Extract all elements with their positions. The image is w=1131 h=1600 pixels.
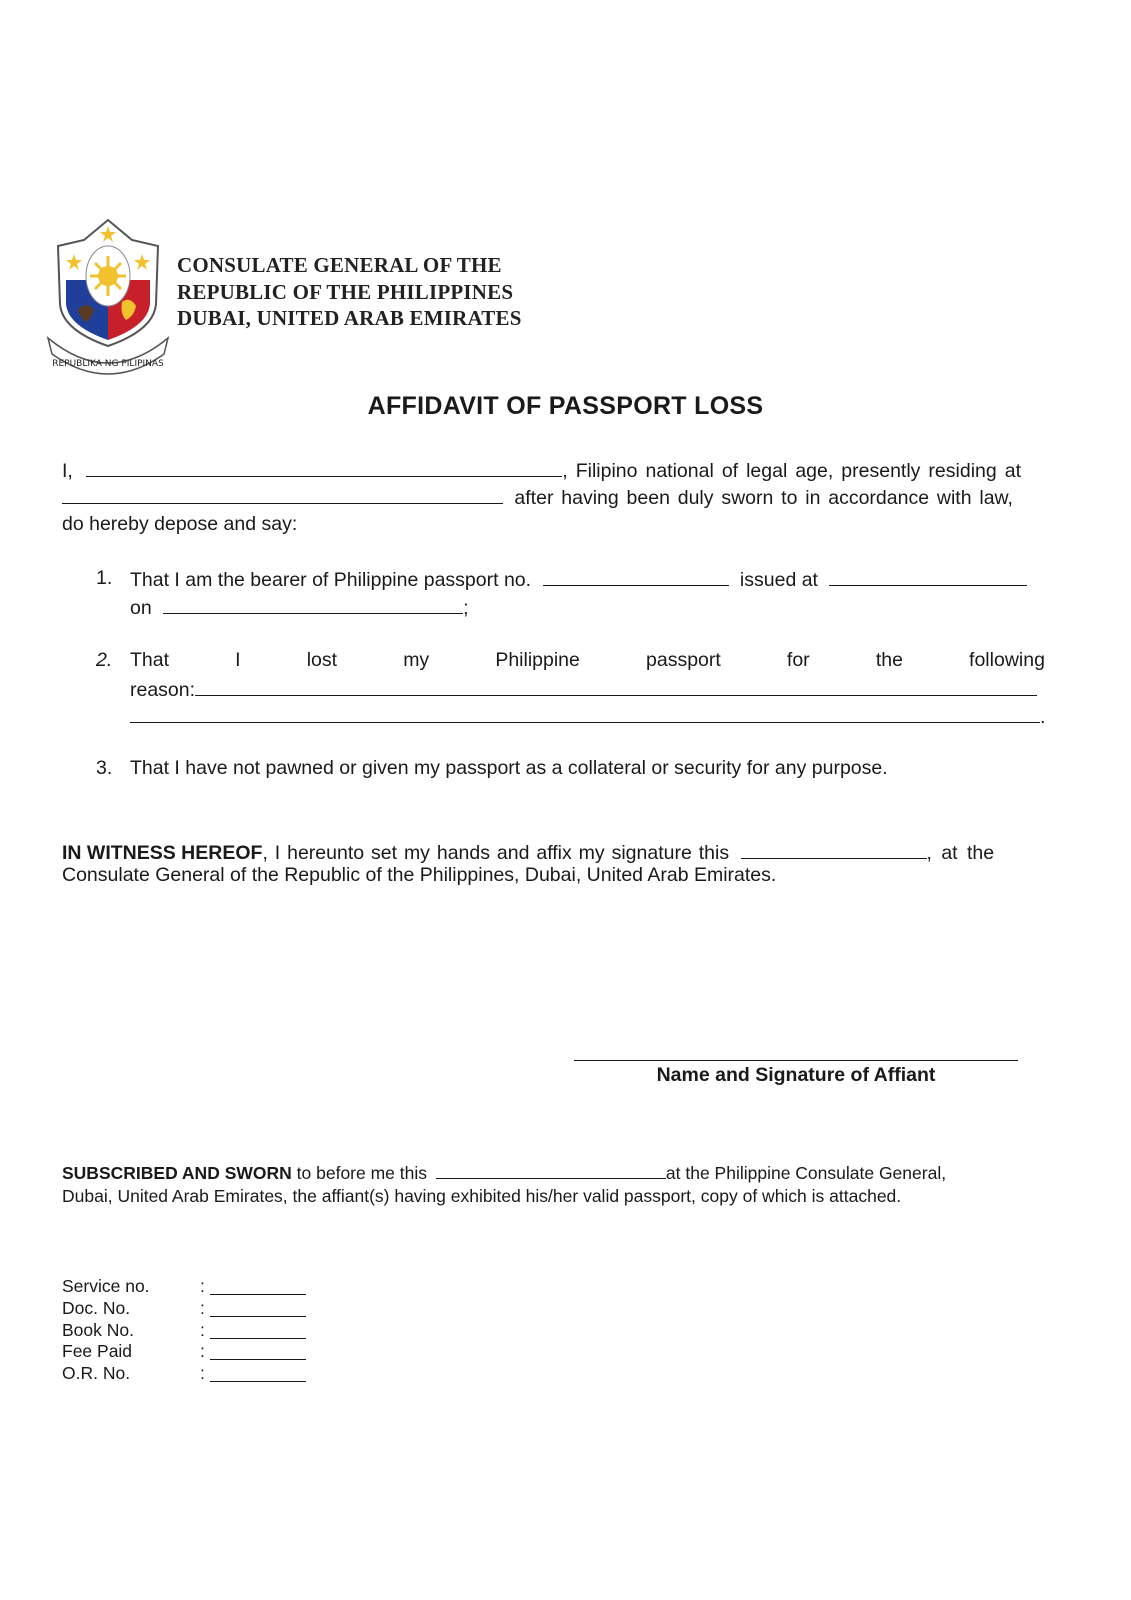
registry-label: Fee Paid: [62, 1341, 133, 1361]
item-1-number: 1.: [96, 567, 113, 589]
registry-label: Book No.: [62, 1320, 134, 1340]
item-2-number: 2.: [96, 649, 113, 671]
item-1-text-a: That I am the bearer of Philippine passport no.: [130, 569, 532, 591]
service-no-field[interactable]: [210, 1278, 306, 1295]
passport-number-field[interactable]: [543, 567, 729, 586]
consulate-header: [177, 252, 522, 332]
intro-depose: do hereby depose and say:: [62, 513, 298, 535]
item-2-word: lost: [306, 649, 338, 671]
registry-colon: :: [200, 1363, 205, 1383]
signature-label: Name and Signature of Affiant: [656, 1064, 936, 1086]
issued-at-field[interactable]: [829, 567, 1027, 586]
item-2-word: for: [786, 649, 810, 671]
registry-colon: :: [200, 1298, 205, 1318]
witness-bold: IN WITNESS HEREOF: [62, 842, 263, 864]
item-2-word: following: [969, 649, 1045, 671]
seal-motto-text: REPUBLIKA NG PILIPINAS: [52, 359, 164, 369]
subscribed-bold: SUBSCRIBED AND SWORN: [62, 1163, 292, 1183]
subscribed-text-1: to before me this: [296, 1163, 428, 1183]
intro-after-address: after having been duly sworn to in accordance with law,: [514, 487, 1013, 509]
item-2-reason-label: reason:: [130, 679, 196, 701]
item-2-word: the: [875, 649, 903, 671]
issue-date-field[interactable]: [163, 595, 463, 614]
name-field[interactable]: [86, 458, 562, 477]
item-3-number: 3.: [96, 757, 113, 779]
registry-colon: :: [200, 1320, 205, 1340]
address-field[interactable]: [62, 485, 503, 504]
reason-field-1[interactable]: [195, 677, 1037, 696]
witness-date-field[interactable]: [741, 840, 927, 859]
registry-label: O.R. No.: [62, 1363, 131, 1383]
subscribed-text-2: at the Philippine Consulate General,: [665, 1163, 947, 1183]
subscribed-text-3: Dubai, United Arab Emirates, the affiant(s) having exhibited his/her valid passport, copy of which is attached.: [62, 1186, 902, 1206]
doc-no-field[interactable]: [210, 1300, 306, 1317]
item-2-word: That: [130, 649, 170, 671]
item-3-text: That I have not pawned or given my passport as a collateral or security for any purpose.: [130, 757, 888, 779]
registry-colon: :: [200, 1341, 205, 1361]
subscribed-date-field[interactable]: [436, 1163, 666, 1179]
registry-label: Doc. No.: [62, 1298, 131, 1318]
item-2-end: .: [1040, 706, 1046, 728]
item-2-word: Philippine: [495, 649, 580, 671]
registry-label: Service no.: [62, 1276, 150, 1296]
intro-i: I,: [62, 460, 73, 482]
book-no-field[interactable]: [210, 1322, 306, 1339]
header-line-1: CONSULATE GENERAL OF THE: [177, 253, 502, 277]
document-title: AFFIDAVIT OF PASSPORT LOSS: [367, 392, 764, 420]
witness-text-3: Consulate General of the Republic of the Philippines, Dubai, United Arab Emirates.: [62, 864, 777, 886]
header-line-2: REPUBLIC OF THE PHILIPPINES: [177, 279, 514, 304]
affiant-signature-line[interactable]: [574, 1060, 1018, 1061]
item-2-word: my: [403, 649, 430, 671]
philippine-coat-of-arms-logo: [44, 218, 172, 378]
registry-colon: :: [200, 1276, 205, 1296]
item-1-text-c: on: [130, 597, 152, 619]
item-2-word: I: [235, 649, 241, 671]
witness-text-2: , at the: [926, 842, 995, 864]
item-2-word: passport: [646, 649, 721, 671]
fee-paid-field[interactable]: [210, 1343, 306, 1360]
intro-after-name: , Filipino national of legal age, presently residing at: [562, 460, 1021, 482]
witness-text-1: , I hereunto set my hands and affix my signature this: [262, 842, 730, 864]
or-no-field[interactable]: [210, 1365, 306, 1382]
item-1-text-d: ;: [463, 597, 469, 619]
header-line-3: DUBAI, UNITED ARAB EMIRATES: [177, 306, 522, 330]
item-2-justified-line: [130, 649, 1045, 672]
item-1-text-b: issued at: [739, 569, 818, 591]
reason-field-2[interactable]: [130, 704, 1040, 723]
